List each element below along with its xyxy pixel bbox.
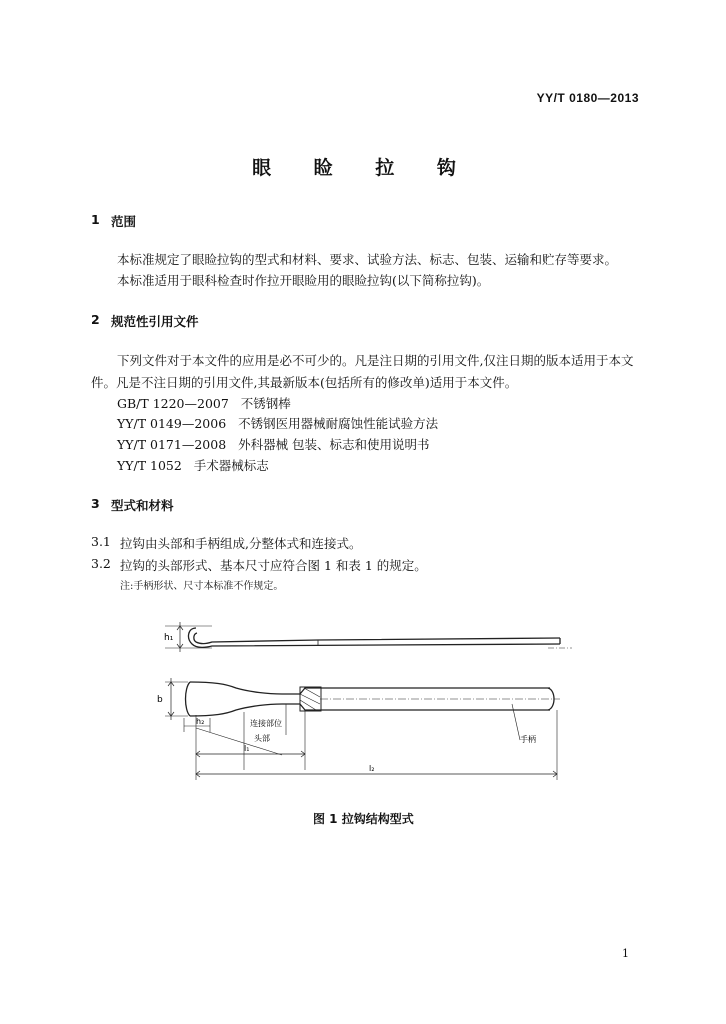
section-2-number: 2 — [91, 312, 100, 327]
section-2-heading: 规范性引用文件 — [111, 314, 199, 329]
page-number: 1 — [622, 947, 629, 960]
clause-3-1-text: 拉钩由头部和手柄组成,分整体式和连接式。 — [120, 536, 362, 551]
reference-code: YY/T 0171—2008 — [117, 437, 227, 452]
reference-item — [117, 456, 269, 474]
document-title: 眼 睑 拉 钩 — [252, 157, 474, 179]
clause-3-1-number: 3.1 — [91, 534, 111, 549]
reference-title: 不锈钢医用器械耐腐蚀性能试验方法 — [238, 416, 439, 431]
reference-code: YY/T 1052 — [117, 458, 182, 473]
section-1-paragraph-1: 本标准规定了眼睑拉钩的型式和材料、要求、试验方法、标志、包装、运输和贮存等要求。 — [117, 252, 618, 267]
reference-title: 手术器械标志 — [193, 458, 269, 473]
figure-caption: 图 1 拉钩结构型式 — [313, 812, 414, 826]
section-2-intro-line-2: 件。凡是不注日期的引用文件,其最新版本(包括所有的修改单)适用于本文件。 — [91, 375, 518, 390]
dim-l1-label: l₁ — [244, 744, 250, 753]
reference-title: 外科器械 包装、标志和使用说明书 — [238, 437, 430, 452]
dim-h1-label: h₁ — [164, 633, 174, 643]
reference-item — [117, 394, 291, 412]
note: 注:手柄形状、尺寸本标准不作规定。 — [120, 581, 284, 592]
joint-label: 连接部位 — [250, 719, 282, 728]
reference-item — [117, 435, 430, 453]
reference-title: 不锈钢棒 — [240, 396, 291, 411]
section-1-heading: 范围 — [111, 214, 137, 229]
section-3-heading: 型式和材料 — [111, 498, 174, 513]
section-1-paragraph-2: 本标准适用于眼科检查时作拉开眼睑用的眼睑拉钩(以下简称拉钩)。 — [117, 273, 490, 288]
section-1-number: 1 — [91, 212, 100, 227]
retractor-side-view — [165, 622, 572, 652]
dim-h2-label: h₂ — [196, 717, 205, 726]
section-2-intro-line-1: 下列文件对于本文件的应用是必不可少的。凡是注日期的引用文件,仅注日期的版本适用于本文 — [117, 353, 634, 368]
standard-number: YY/T 0180—2013 — [536, 91, 639, 105]
dim-b-label: b — [157, 695, 163, 705]
section-3-number: 3 — [91, 496, 100, 511]
handle-label: 手柄 — [520, 735, 536, 744]
clause-3-2-text: 拉钩的头部形式、基本尺寸应符合图 1 和表 1 的规定。 — [120, 558, 427, 573]
reference-item — [117, 414, 438, 432]
dim-l2-label: l₂ — [369, 764, 375, 773]
reference-code: GB/T 1220—2007 — [117, 396, 229, 411]
retractor-drawing — [0, 600, 726, 800]
reference-code: YY/T 0149—2006 — [117, 416, 227, 431]
clause-3-2-number: 3.2 — [91, 556, 111, 571]
retractor-front-view — [165, 678, 560, 780]
head-label: 头部 — [254, 734, 270, 743]
